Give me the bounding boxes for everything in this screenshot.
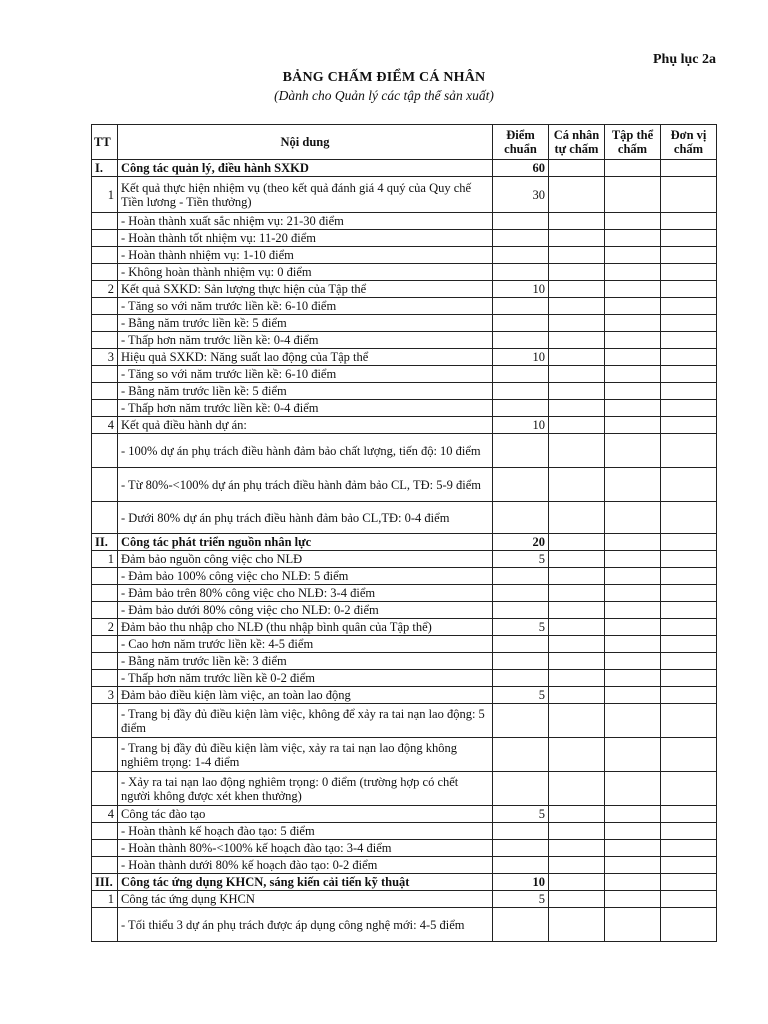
row-number-cell [92, 840, 118, 857]
standard-score-cell [493, 908, 549, 942]
collective-score-cell[interactable] [605, 619, 661, 636]
content-cell: Công tác phát triển nguồn nhân lực [118, 534, 493, 551]
row-number-cell [92, 298, 118, 315]
table-row [92, 230, 717, 247]
row-number-cell [92, 247, 118, 264]
self-score-cell[interactable] [549, 281, 605, 298]
content-cell: Kết quả thực hiện nhiệm vụ (theo kết quả đánh giá 4 quý của Quy chế Tiền lương - Tiền thưởng) [118, 177, 493, 213]
unit-score-cell[interactable] [661, 568, 717, 585]
row-number-cell: 2 [92, 281, 118, 298]
unit-score-cell[interactable] [661, 534, 717, 551]
unit-score-cell[interactable] [661, 806, 717, 823]
content-cell: - Bằng năm trước liền kề: 3 điểm [118, 653, 493, 670]
row-number-cell: 1 [92, 891, 118, 908]
row-number-cell [92, 400, 118, 417]
collective-score-cell[interactable] [605, 434, 661, 468]
column-header-standard-score [493, 125, 549, 160]
self-score-cell[interactable] [549, 874, 605, 891]
scoring-table [91, 124, 717, 942]
column-header-unit-line2: chấm [673, 142, 704, 156]
unit-score-cell[interactable] [661, 349, 717, 366]
collective-score-cell[interactable] [605, 264, 661, 281]
collective-score-cell[interactable] [605, 383, 661, 400]
row-number-cell [92, 332, 118, 349]
unit-score-cell[interactable] [661, 602, 717, 619]
standard-score-cell [493, 213, 549, 230]
standard-score-cell [493, 264, 549, 281]
row-number-cell [92, 738, 118, 772]
content-cell: - Thấp hơn năm trước liền kề 0-2 điểm [118, 670, 493, 687]
table-row [92, 332, 717, 349]
standard-score-cell [493, 653, 549, 670]
unit-score-cell[interactable] [661, 332, 717, 349]
table-row [92, 568, 717, 585]
table-row [92, 247, 717, 264]
content-cell: - Đảm bảo trên 80% công việc cho NLĐ: 3-4 điểm [118, 585, 493, 602]
table-row [92, 806, 717, 823]
unit-score-cell[interactable] [661, 213, 717, 230]
collective-score-cell[interactable] [605, 417, 661, 434]
row-number-cell [92, 383, 118, 400]
column-header-unit-line1: Đơn vị [670, 128, 707, 142]
document-title: BẢNG CHẤM ĐIỂM CÁ NHÂN [282, 70, 486, 85]
self-score-cell[interactable] [549, 468, 605, 502]
column-header-self-line1: Cá nhân [553, 128, 600, 142]
column-header-content: Nội dung [118, 125, 493, 160]
unit-score-cell[interactable] [661, 891, 717, 908]
unit-score-cell[interactable] [661, 772, 717, 806]
unit-score-cell[interactable] [661, 298, 717, 315]
unit-score-cell[interactable] [661, 704, 717, 738]
self-score-cell[interactable] [549, 908, 605, 942]
self-score-cell[interactable] [549, 349, 605, 366]
unit-score-cell[interactable] [661, 619, 717, 636]
row-number-cell [92, 602, 118, 619]
standard-score-cell [493, 366, 549, 383]
table-row [92, 383, 717, 400]
table-row [92, 585, 717, 602]
section-row [92, 160, 717, 177]
self-score-cell[interactable] [549, 704, 605, 738]
row-number-cell: I. [92, 160, 118, 177]
self-score-cell[interactable] [549, 534, 605, 551]
self-score-cell[interactable] [549, 568, 605, 585]
collective-score-cell[interactable] [605, 315, 661, 332]
content-cell: - Hoàn thành dưới 80% kế hoạch đào tạo: 0-2 điểm [118, 857, 493, 874]
collective-score-cell[interactable] [605, 332, 661, 349]
table-row [92, 468, 717, 502]
row-number-cell [92, 213, 118, 230]
standard-score-cell: 5 [493, 687, 549, 704]
content-cell: - Bằng năm trước liền kề: 5 điểm [118, 315, 493, 332]
standard-score-cell: 5 [493, 619, 549, 636]
content-cell: - Tăng so với năm trước liền kề: 6-10 điểm [118, 366, 493, 383]
section-row [92, 874, 717, 891]
content-cell: Công tác ứng dụng KHCN [118, 891, 493, 908]
unit-score-cell[interactable] [661, 653, 717, 670]
content-cell: - Đảm bảo dưới 80% công việc cho NLĐ: 0-2 điểm [118, 602, 493, 619]
standard-score-cell [493, 247, 549, 264]
self-score-cell[interactable] [549, 653, 605, 670]
table-row [92, 823, 717, 840]
standard-score-cell [493, 704, 549, 738]
collective-score-cell[interactable] [605, 687, 661, 704]
standard-score-cell [493, 585, 549, 602]
collective-score-cell[interactable] [605, 636, 661, 653]
table-row [92, 349, 717, 366]
standard-score-cell: 10 [493, 874, 549, 891]
table-row [92, 653, 717, 670]
table-row [92, 400, 717, 417]
collective-score-cell[interactable] [605, 281, 661, 298]
collective-score-cell[interactable] [605, 400, 661, 417]
content-cell: - Hoàn thành nhiệm vụ: 1-10 điểm [118, 247, 493, 264]
row-number-cell: III. [92, 874, 118, 891]
content-cell: - Từ 80%-<100% dự án phụ trách điều hành đảm bảo CL, TĐ: 5-9 điểm [118, 468, 493, 502]
table-row [92, 636, 717, 653]
unit-score-cell[interactable] [661, 434, 717, 468]
collective-score-cell[interactable] [605, 551, 661, 568]
row-number-cell [92, 230, 118, 247]
unit-score-cell[interactable] [661, 908, 717, 942]
self-score-cell[interactable] [549, 434, 605, 468]
unit-score-cell[interactable] [661, 738, 717, 772]
row-number-cell: 1 [92, 551, 118, 568]
table-header-row [92, 125, 717, 160]
standard-score-cell [493, 315, 549, 332]
row-number-cell: 3 [92, 687, 118, 704]
content-cell: - Tối thiểu 3 dự án phụ trách được áp dụng công nghệ mới: 4-5 điểm [118, 908, 493, 942]
row-number-cell [92, 264, 118, 281]
table-row [92, 315, 717, 332]
unit-score-cell[interactable] [661, 585, 717, 602]
unit-score-cell[interactable] [661, 160, 717, 177]
table-row [92, 891, 717, 908]
content-cell: - Xảy ra tai nạn lao động nghiêm trọng: 0 điểm (trường hợp có chết người không được xét khen thưởng) [118, 772, 493, 806]
collective-score-cell[interactable] [605, 670, 661, 687]
row-number-cell [92, 568, 118, 585]
content-cell: - Cao hơn năm trước liền kề: 4-5 điểm [118, 636, 493, 653]
column-header-self-score [549, 125, 605, 160]
table-row [92, 417, 717, 434]
row-number-cell [92, 366, 118, 383]
unit-score-cell[interactable] [661, 366, 717, 383]
standard-score-cell [493, 602, 549, 619]
collective-score-cell[interactable] [605, 366, 661, 383]
row-number-cell [92, 653, 118, 670]
standard-score-cell: 10 [493, 349, 549, 366]
self-score-cell[interactable] [549, 602, 605, 619]
table-row [92, 670, 717, 687]
self-score-cell[interactable] [549, 772, 605, 806]
column-header-self-line2: tự chấm [554, 142, 599, 156]
standard-score-cell [493, 568, 549, 585]
standard-score-cell [493, 636, 549, 653]
content-cell: - Dưới 80% dự án phụ trách điều hành đảm bảo CL,TĐ: 0-4 điểm [118, 502, 493, 534]
column-header-unit-score [661, 125, 717, 160]
collective-score-cell[interactable] [605, 247, 661, 264]
row-number-cell: 4 [92, 417, 118, 434]
content-cell: - Bằng năm trước liền kề: 5 điểm [118, 383, 493, 400]
row-number-cell: 3 [92, 349, 118, 366]
standard-score-cell: 60 [493, 160, 549, 177]
row-number-cell [92, 857, 118, 874]
unit-score-cell[interactable] [661, 823, 717, 840]
content-cell: Đảm bảo nguồn công việc cho NLĐ [118, 551, 493, 568]
self-score-cell[interactable] [549, 636, 605, 653]
self-score-cell[interactable] [549, 551, 605, 568]
self-score-cell[interactable] [549, 177, 605, 213]
self-score-cell[interactable] [549, 619, 605, 636]
unit-score-cell[interactable] [661, 400, 717, 417]
unit-score-cell[interactable] [661, 177, 717, 213]
content-cell: - Không hoàn thành nhiệm vụ: 0 điểm [118, 264, 493, 281]
standard-score-cell [493, 298, 549, 315]
appendix-label: Phụ lục 2a [652, 52, 716, 67]
row-number-cell [92, 434, 118, 468]
content-cell: - Trang bị đầy đủ điều kiện làm việc, xảy ra tai nạn lao động không nghiêm trọng: 1-4 điểm [118, 738, 493, 772]
table-row [92, 281, 717, 298]
collective-score-cell[interactable] [605, 738, 661, 772]
unit-score-cell[interactable] [661, 230, 717, 247]
table-row [92, 738, 717, 772]
content-cell: Đảm bảo thu nhập cho NLĐ (thu nhập bình quân của Tập thể) [118, 619, 493, 636]
self-score-cell[interactable] [549, 585, 605, 602]
collective-score-cell[interactable] [605, 502, 661, 534]
self-score-cell[interactable] [549, 502, 605, 534]
unit-score-cell[interactable] [661, 636, 717, 653]
content-cell: - Tăng so với năm trước liền kề: 6-10 điểm [118, 298, 493, 315]
column-header-standard-line2: chuẩn [504, 142, 537, 156]
self-score-cell[interactable] [549, 687, 605, 704]
self-score-cell[interactable] [549, 332, 605, 349]
self-score-cell[interactable] [549, 840, 605, 857]
collective-score-cell[interactable] [605, 468, 661, 502]
collective-score-cell[interactable] [605, 891, 661, 908]
table-row [92, 434, 717, 468]
self-score-cell[interactable] [549, 383, 605, 400]
unit-score-cell[interactable] [661, 315, 717, 332]
unit-score-cell[interactable] [661, 502, 717, 534]
unit-score-cell[interactable] [661, 874, 717, 891]
unit-score-cell[interactable] [661, 264, 717, 281]
collective-score-cell[interactable] [605, 704, 661, 738]
standard-score-cell: 5 [493, 891, 549, 908]
collective-score-cell[interactable] [605, 160, 661, 177]
row-number-cell [92, 908, 118, 942]
content-cell: Kết quả điều hành dự án: [118, 417, 493, 434]
table-row [92, 840, 717, 857]
collective-score-cell[interactable] [605, 568, 661, 585]
standard-score-cell: 5 [493, 551, 549, 568]
self-score-cell[interactable] [549, 247, 605, 264]
standard-score-cell [493, 738, 549, 772]
unit-score-cell[interactable] [661, 670, 717, 687]
standard-score-cell [493, 857, 549, 874]
row-number-cell: 1 [92, 177, 118, 213]
collective-score-cell[interactable] [605, 230, 661, 247]
standard-score-cell: 10 [493, 281, 549, 298]
standard-score-cell: 30 [493, 177, 549, 213]
standard-score-cell [493, 670, 549, 687]
standard-score-cell [493, 823, 549, 840]
self-score-cell[interactable] [549, 823, 605, 840]
row-number-cell [92, 670, 118, 687]
row-number-cell [92, 704, 118, 738]
table-row [92, 298, 717, 315]
collective-score-cell[interactable] [605, 772, 661, 806]
content-cell: - Hoàn thành 80%-<100% kế hoạch đào tạo: 3-4 điểm [118, 840, 493, 857]
content-cell: - Thấp hơn năm trước liền kề: 0-4 điểm [118, 332, 493, 349]
standard-score-cell [493, 332, 549, 349]
standard-score-cell [493, 772, 549, 806]
collective-score-cell[interactable] [605, 585, 661, 602]
collective-score-cell[interactable] [605, 298, 661, 315]
content-cell: - Hoàn thành xuất sắc nhiệm vụ: 21-30 điểm [118, 213, 493, 230]
content-cell: Hiệu quả SXKD: Năng suất lao động của Tập thể [118, 349, 493, 366]
collective-score-cell[interactable] [605, 874, 661, 891]
row-number-cell [92, 315, 118, 332]
collective-score-cell[interactable] [605, 806, 661, 823]
table-row [92, 772, 717, 806]
collective-score-cell[interactable] [605, 177, 661, 213]
content-cell: - Thấp hơn năm trước liền kề: 0-4 điểm [118, 400, 493, 417]
document-subtitle: (Dành cho Quản lý các tập thể sản xuất) [274, 88, 494, 103]
table-row [92, 908, 717, 942]
table-body [92, 160, 717, 942]
content-cell: - Đảm bảo 100% công việc cho NLĐ: 5 điểm [118, 568, 493, 585]
standard-score-cell [493, 400, 549, 417]
row-number-cell: 2 [92, 619, 118, 636]
table-row [92, 551, 717, 568]
collective-score-cell[interactable] [605, 349, 661, 366]
column-header-standard-line1: Điểm [506, 128, 535, 142]
collective-score-cell[interactable] [605, 823, 661, 840]
content-cell: Công tác ứng dụng KHCN, sáng kiến cải tiến kỹ thuật [118, 874, 493, 891]
self-score-cell[interactable] [549, 417, 605, 434]
unit-score-cell[interactable] [661, 468, 717, 502]
table-row [92, 602, 717, 619]
row-number-cell [92, 468, 118, 502]
column-header-collective-line2: chấm [617, 142, 648, 156]
collective-score-cell[interactable] [605, 534, 661, 551]
standard-score-cell: 10 [493, 417, 549, 434]
table-row [92, 687, 717, 704]
table-row [92, 213, 717, 230]
row-number-cell: 4 [92, 806, 118, 823]
standard-score-cell [493, 383, 549, 400]
collective-score-cell[interactable] [605, 653, 661, 670]
unit-score-cell[interactable] [661, 840, 717, 857]
standard-score-cell [493, 502, 549, 534]
self-score-cell[interactable] [549, 857, 605, 874]
self-score-cell[interactable] [549, 315, 605, 332]
unit-score-cell[interactable] [661, 687, 717, 704]
standard-score-cell: 5 [493, 806, 549, 823]
unit-score-cell[interactable] [661, 247, 717, 264]
table-row [92, 619, 717, 636]
content-cell: - Hoàn thành tốt nhiệm vụ: 11-20 điểm [118, 230, 493, 247]
column-header-tt: TT [92, 125, 118, 160]
column-header-collective-score [605, 125, 661, 160]
collective-score-cell[interactable] [605, 840, 661, 857]
self-score-cell[interactable] [549, 366, 605, 383]
self-score-cell[interactable] [549, 213, 605, 230]
self-score-cell[interactable] [549, 891, 605, 908]
table-row [92, 704, 717, 738]
table-row [92, 857, 717, 874]
self-score-cell[interactable] [549, 400, 605, 417]
self-score-cell[interactable] [549, 738, 605, 772]
table-row [92, 264, 717, 281]
content-cell: Công tác đào tạo [118, 806, 493, 823]
table-row [92, 502, 717, 534]
self-score-cell[interactable] [549, 160, 605, 177]
content-cell: Công tác quản lý, điều hành SXKD [118, 160, 493, 177]
row-number-cell [92, 772, 118, 806]
content-cell: - Trang bị đầy đủ điều kiện làm việc, không để xảy ra tai nạn lao động: 5 điểm [118, 704, 493, 738]
collective-score-cell[interactable] [605, 857, 661, 874]
table-row [92, 177, 717, 213]
unit-score-cell[interactable] [661, 383, 717, 400]
content-cell: - 100% dự án phụ trách điều hành đảm bảo chất lượng, tiến độ: 10 điểm [118, 434, 493, 468]
collective-score-cell[interactable] [605, 908, 661, 942]
self-score-cell[interactable] [549, 230, 605, 247]
row-number-cell [92, 636, 118, 653]
row-number-cell: II. [92, 534, 118, 551]
content-cell: - Hoàn thành kế hoạch đào tạo: 5 điểm [118, 823, 493, 840]
collective-score-cell[interactable] [605, 602, 661, 619]
standard-score-cell: 20 [493, 534, 549, 551]
standard-score-cell [493, 468, 549, 502]
collective-score-cell[interactable] [605, 213, 661, 230]
table-row [92, 366, 717, 383]
unit-score-cell[interactable] [661, 551, 717, 568]
row-number-cell [92, 502, 118, 534]
unit-score-cell[interactable] [661, 417, 717, 434]
section-row [92, 534, 717, 551]
column-header-collective-line1: Tập thể [611, 128, 654, 142]
row-number-cell [92, 585, 118, 602]
unit-score-cell[interactable] [661, 281, 717, 298]
content-cell: Đảm bảo điều kiện làm việc, an toàn lao động [118, 687, 493, 704]
standard-score-cell [493, 840, 549, 857]
content-cell: Kết quả SXKD: Sản lượng thực hiện của Tập thể [118, 281, 493, 298]
unit-score-cell[interactable] [661, 857, 717, 874]
standard-score-cell [493, 230, 549, 247]
self-score-cell[interactable] [549, 264, 605, 281]
self-score-cell[interactable] [549, 670, 605, 687]
self-score-cell[interactable] [549, 806, 605, 823]
standard-score-cell [493, 434, 549, 468]
self-score-cell[interactable] [549, 298, 605, 315]
row-number-cell [92, 823, 118, 840]
